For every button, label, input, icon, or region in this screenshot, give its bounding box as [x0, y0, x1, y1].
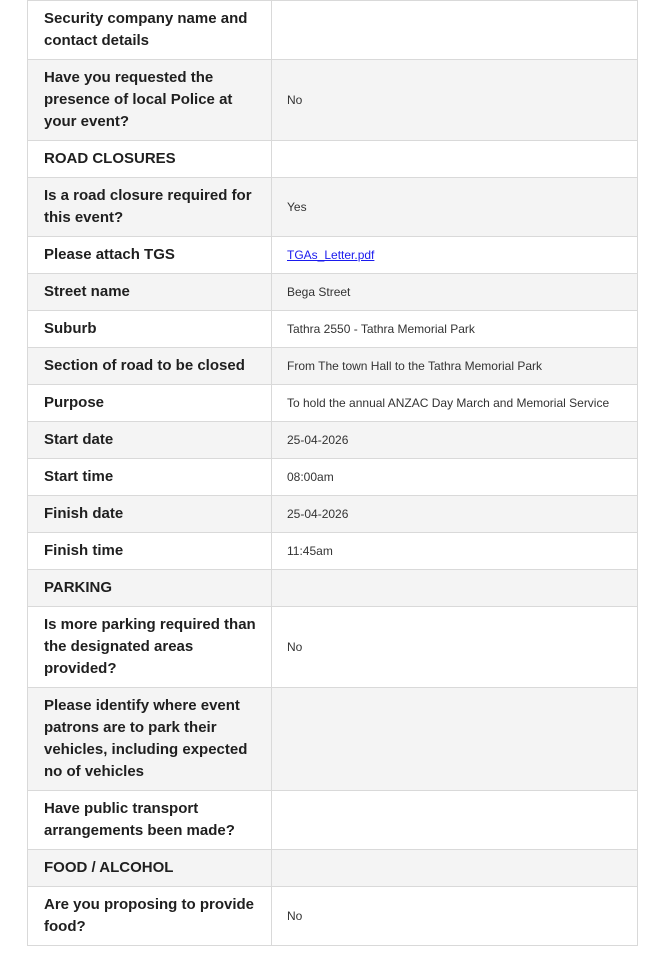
row-label: Start date — [28, 422, 272, 459]
row-value — [272, 791, 638, 850]
section-header-food-alcohol — [28, 850, 638, 887]
form-row-attach-tgs — [28, 237, 638, 274]
form-row-provide-food — [28, 887, 638, 946]
row-label: Is a road closure required for this event? — [28, 178, 272, 237]
form-row-finish-time — [28, 533, 638, 570]
form-row-street-name — [28, 274, 638, 311]
row-value: 25-04-2026 — [272, 422, 638, 459]
row-value: 11:45am — [272, 533, 638, 570]
row-value: Yes — [272, 178, 638, 237]
section-title: FOOD / ALCOHOL — [28, 850, 272, 887]
row-value: No — [272, 60, 638, 141]
row-value — [272, 1, 638, 60]
section-title: PARKING — [28, 570, 272, 607]
form-row-patron-parking — [28, 688, 638, 791]
row-value: No — [272, 607, 638, 688]
form-row-road-closure-required — [28, 178, 638, 237]
row-label: Have public transport arrangements been made? — [28, 791, 272, 850]
form-row-purpose — [28, 385, 638, 422]
row-value — [272, 688, 638, 791]
row-value — [272, 237, 638, 274]
form-row-more-parking-required — [28, 607, 638, 688]
row-value — [272, 570, 638, 607]
row-label: Finish time — [28, 533, 272, 570]
row-label: Have you requested the presence of local Police at your event? — [28, 60, 272, 141]
row-value: Bega Street — [272, 274, 638, 311]
row-label: Start time — [28, 459, 272, 496]
row-label: Suburb — [28, 311, 272, 348]
row-value: From The town Hall to the Tathra Memorial Park — [272, 348, 638, 385]
row-label: Is more parking required than the designated areas provided? — [28, 607, 272, 688]
row-value: To hold the annual ANZAC Day March and Memorial Service — [272, 385, 638, 422]
row-label: Street name — [28, 274, 272, 311]
form-row-security-company — [28, 1, 638, 60]
row-value: 25-04-2026 — [272, 496, 638, 533]
row-label: Finish date — [28, 496, 272, 533]
row-label: Section of road to be closed — [28, 348, 272, 385]
section-header-parking — [28, 570, 638, 607]
row-value — [272, 850, 638, 887]
row-value: Tathra 2550 - Tathra Memorial Park — [272, 311, 638, 348]
tgs-attachment-link[interactable]: TGAs_Letter.pdf — [287, 248, 375, 262]
row-label: Please identify where event patrons are to park their vehicles, including expected no of vehicles — [28, 688, 272, 791]
form-row-suburb — [28, 311, 638, 348]
form-row-road-section — [28, 348, 638, 385]
row-value: No — [272, 887, 638, 946]
row-value: 08:00am — [272, 459, 638, 496]
section-header-road-closures — [28, 141, 638, 178]
row-value — [272, 141, 638, 178]
row-label: Please attach TGS — [28, 237, 272, 274]
form-row-start-time — [28, 459, 638, 496]
form-row-public-transport — [28, 791, 638, 850]
row-label: Security company name and contact details — [28, 1, 272, 60]
event-application-form-table — [27, 0, 638, 946]
form-row-finish-date — [28, 496, 638, 533]
row-label: Are you proposing to provide food? — [28, 887, 272, 946]
form-row-police-presence — [28, 60, 638, 141]
form-row-start-date — [28, 422, 638, 459]
section-title: ROAD CLOSURES — [28, 141, 272, 178]
row-label: Purpose — [28, 385, 272, 422]
